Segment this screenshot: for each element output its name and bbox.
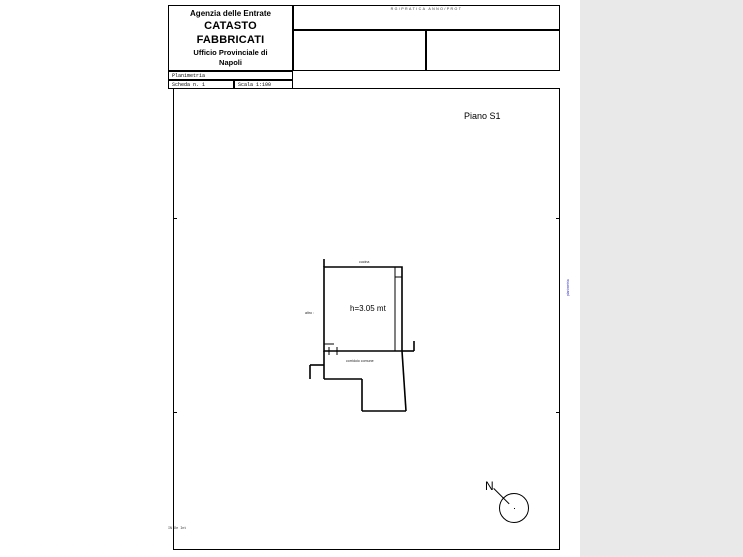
office-line-2: Napoli bbox=[219, 57, 242, 67]
identification-box-right bbox=[426, 30, 560, 71]
scheda-label: Scheda n. 1 bbox=[172, 81, 206, 88]
viewer-background bbox=[580, 0, 743, 557]
bottom-left-note: IN De Int bbox=[168, 527, 187, 531]
identification-box-left bbox=[293, 30, 426, 71]
ceiling-height-note: h=3.05 mt bbox=[350, 304, 386, 313]
drawing-frame bbox=[173, 88, 560, 550]
planimetria-label: Planimetria bbox=[172, 72, 206, 79]
frame-tick-right bbox=[556, 218, 560, 219]
room-label-altro: altro : bbox=[305, 311, 314, 315]
frame-tick-right bbox=[556, 412, 560, 413]
header-block bbox=[168, 5, 560, 88]
frame-tick-left bbox=[173, 218, 177, 219]
north-letter: N bbox=[485, 479, 494, 493]
floor-plan-drawing bbox=[174, 89, 561, 551]
agency-box bbox=[168, 5, 293, 71]
office-line-1: Ufficio Provinciale di bbox=[193, 48, 268, 58]
protocol-codes: RG/PRATICA ANNO/PROT bbox=[390, 7, 463, 11]
planimetria-box bbox=[168, 71, 293, 80]
floor-label: Piano S1 bbox=[464, 111, 501, 121]
north-arrow-icon bbox=[499, 493, 529, 523]
protocol-strip-box bbox=[293, 5, 560, 30]
room-label-cucina: cucina bbox=[359, 260, 370, 264]
registry-title: CATASTO FABBRICATI bbox=[196, 19, 265, 46]
side-margin-note: planimetria bbox=[566, 279, 570, 296]
agency-name: Agenzia delle Entrate bbox=[190, 8, 271, 18]
room-label-corridoio: corridoio comune bbox=[346, 359, 374, 363]
frame-tick-left bbox=[173, 412, 177, 413]
scala-label: Scala 1:100 bbox=[238, 81, 272, 88]
